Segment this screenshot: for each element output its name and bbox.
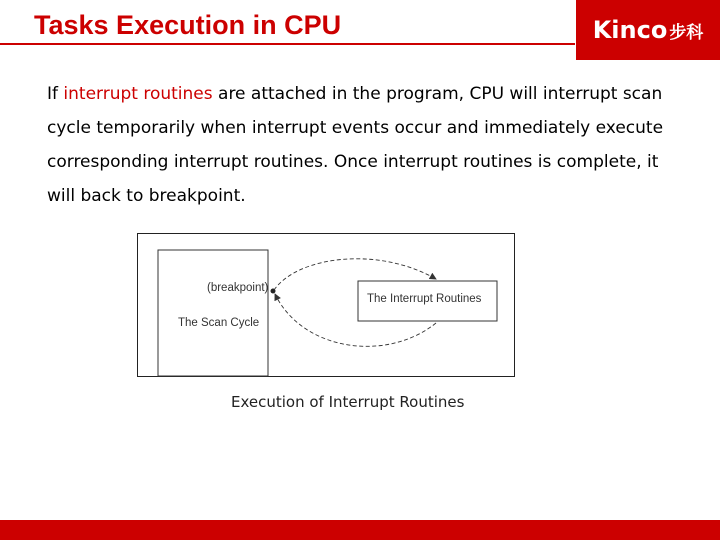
logo-brand: Kinco [592, 16, 668, 44]
kinco-logo [576, 0, 720, 60]
paragraph-highlight: interrupt routines [63, 84, 213, 104]
interrupt-arrow [274, 259, 436, 290]
diagram-caption: Execution of Interrupt Routines [231, 393, 465, 411]
diagram-graphics [138, 234, 516, 378]
slide-title: Tasks Execution in CPU [34, 10, 342, 40]
title-underline [0, 43, 575, 45]
interrupt-routines-label: The Interrupt Routines [367, 293, 482, 305]
paragraph-rest: are attached in the program, CPU will interrupt scan cycle temporarily when interrupt events occur and immediately execute corresponding interrupt routines. Once interrupt routines is complete, it will back to breakpoint. [47, 84, 664, 206]
logo-suffix: 步科 [669, 22, 704, 43]
body-paragraph [47, 77, 687, 213]
breakpoint-label: (breakpoint) [207, 282, 269, 294]
interrupt-diagram [137, 233, 515, 377]
scan-cycle-box [158, 250, 268, 376]
paragraph-lead: If [47, 84, 64, 104]
scan-cycle-label: The Scan Cycle [178, 317, 260, 329]
footer-bar [0, 520, 720, 540]
